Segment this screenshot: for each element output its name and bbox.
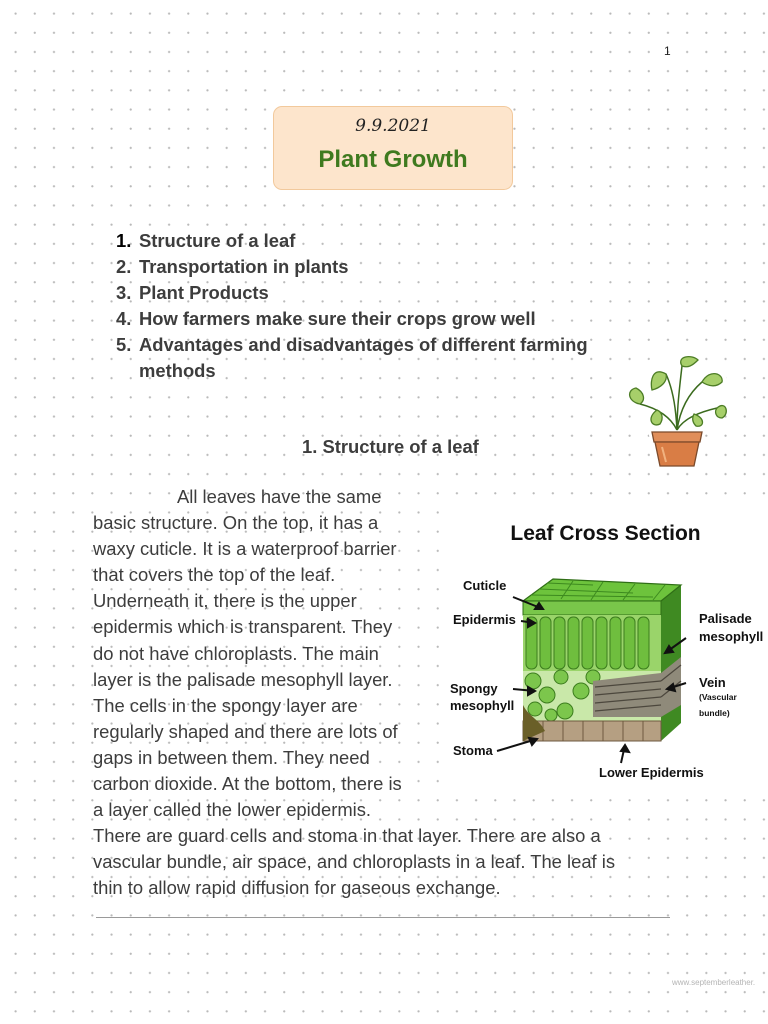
paragraph-line: layer is the palisade mesophyll layer.	[93, 668, 393, 690]
toc-item-text: Advantages and disadvantages of different farming methods	[139, 334, 588, 381]
label-vein: Vein	[699, 675, 726, 690]
paragraph-line: regularly shaped and there are lots of	[93, 720, 398, 742]
label-lower-epidermis: Lower Epidermis	[599, 765, 704, 780]
table-of-contents	[116, 228, 636, 384]
label-palisade-2: mesophyll	[699, 629, 764, 644]
paragraph-line: There are guard cells and stoma in that layer. There are also a	[93, 825, 601, 847]
title-box	[273, 106, 513, 190]
divider-line	[96, 917, 670, 918]
title-date: 9.9.2021	[355, 116, 431, 136]
paragraph-line: vascular bundle, air space, and chloroplasts in a leaf. The leaf is	[93, 851, 616, 873]
paragraph-line: that covers the top of the leaf.	[93, 564, 336, 586]
paragraph-line: Underneath it, there is the upper	[93, 590, 357, 612]
toc-item-number: 1.	[116, 230, 132, 251]
section-heading: 1. Structure of a leaf	[302, 436, 479, 457]
page-title: Plant Growth	[318, 146, 468, 173]
toc-item	[116, 228, 636, 254]
toc-item	[116, 280, 636, 306]
paragraph-line: a layer called the lower epidermis.	[93, 799, 372, 821]
label-stoma: Stoma	[453, 743, 493, 758]
paragraph-line: waxy cuticle. It is a waterproof barrier	[93, 538, 397, 560]
paragraph-line: carbon dioxide. At the bottom, there is	[93, 773, 402, 795]
paragraph-line: All leaves have the same	[177, 486, 382, 507]
toc-item-text: Transportation in plants	[139, 256, 349, 277]
paragraph-line: gaps in between them. They need	[93, 746, 370, 768]
toc-item-number: 4.	[116, 308, 132, 329]
paragraph-line: The cells in the spongy layer are	[93, 694, 358, 716]
paragraph-line: epidermis which is transparent. They	[93, 616, 393, 638]
toc-item-number: 2.	[116, 256, 132, 277]
label-vein-sub: (Vascular bundle)	[699, 692, 737, 718]
toc-item	[116, 332, 636, 384]
toc-item-text: Structure of a leaf	[139, 230, 296, 251]
label-palisade-1: Palisade	[699, 611, 752, 626]
figure-title: Leaf Cross Section	[510, 522, 701, 545]
paragraph-line: basic structure. On the top, it has a	[93, 512, 379, 534]
potted-plant-icon	[622, 352, 732, 474]
label-spongy-1: Spongy	[450, 681, 498, 696]
toc-item-text: Plant Products	[139, 282, 269, 303]
leaf-cross-section-figure	[443, 505, 768, 795]
paragraph-line: thin to allow rapid diffusion for gaseous exchange.	[93, 877, 501, 899]
toc-item-text: How farmers make sure their crops grow well	[139, 308, 536, 329]
label-spongy-2: mesophyll	[450, 698, 515, 713]
toc-item-number: 5.	[116, 334, 132, 355]
paragraph-line: do not have chloroplasts. The main	[93, 642, 379, 664]
toc-item-number: 3.	[116, 282, 132, 303]
page-number: 1	[664, 44, 671, 58]
label-epidermis: Epidermis	[453, 612, 516, 627]
label-cuticle: Cuticle	[463, 578, 507, 593]
toc-item	[116, 306, 636, 332]
watermark: www.septemberleather.	[672, 978, 756, 987]
toc-item	[116, 254, 636, 280]
